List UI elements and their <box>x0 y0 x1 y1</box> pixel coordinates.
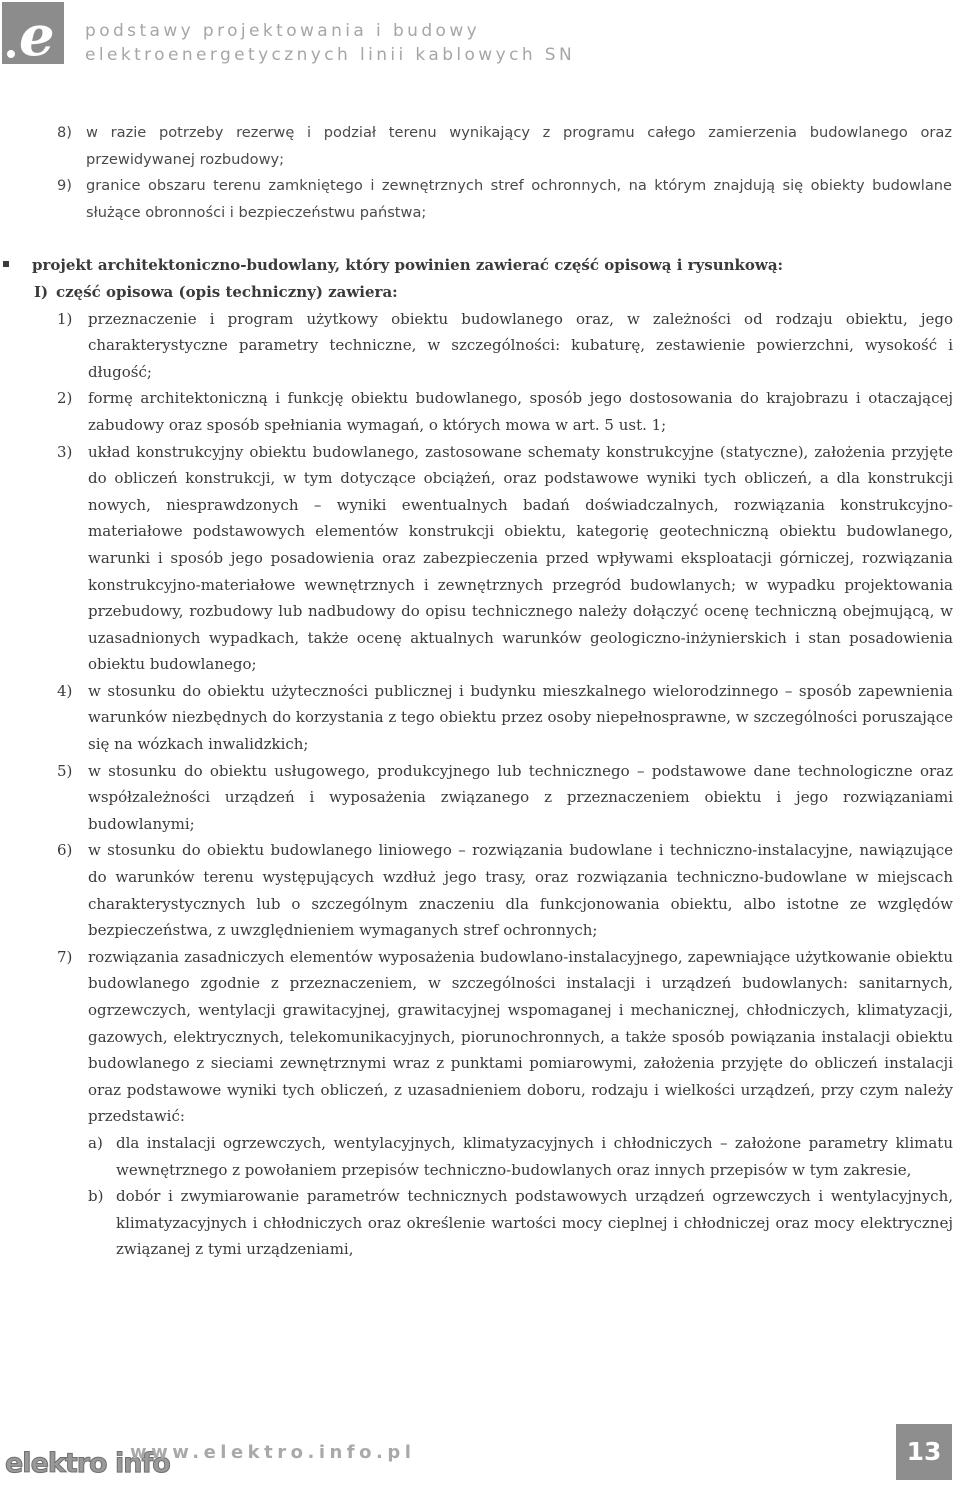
item-number: 8) <box>57 124 72 141</box>
sub-list-item <box>0 1130 960 1183</box>
item-number: 6) <box>57 841 73 860</box>
list-item <box>0 120 960 173</box>
item-text: przeznaczenie i program użytkowy obiektu budowlanego oraz, w zależności od rodzaju obiektu, jego charakterystyczne parametry techniczne, w szczególności: kubaturę, zestawienie powierzchni, wysokość i długość; <box>88 309 953 381</box>
roman-numeral: I) <box>34 282 49 301</box>
logo-wordmark: elektro info <box>5 1448 170 1479</box>
section-heading-text: projekt architektoniczno-budowlany, który powinien zawierać część opisową i rysunkową: <box>32 256 784 275</box>
subsection-heading-text: część opisowa (opis techniczny) zawiera: <box>56 282 398 301</box>
item-text: formę architektoniczną i funkcję obiektu budowlanego, sposób jego dostosowania do krajobrazu i otaczającej zabudowy oraz sposób spełniania wymagań, o których mowa w art. 5 ust. 1; <box>88 389 953 434</box>
document-body <box>0 120 960 1263</box>
list-item <box>0 944 960 1130</box>
list-item <box>0 306 960 386</box>
sub-item-text: dobór i zwymiarowanie parametrów technicznych podstawowych urządzeń ogrzewczych i wentylacyjnych, klimatyzacyjnych i chłodniczych oraz określenie wartości mocy cieplnej i chłodniczej oraz mocy elektrycznej związanej z tymi urządzeniami, <box>116 1187 953 1259</box>
item-text: w razie potrzeby rezerwę i podział terenu wynikający z programu całego zamierzenia budowlanego oraz przewidywanej rozbudowy; <box>86 124 952 168</box>
e-logo-icon <box>2 2 64 69</box>
item-number: 5) <box>57 761 73 780</box>
item-text: w stosunku do obiektu budowlanego liniowego – rozwiązania budowlane i techniczno-instalacyjne, nawiązujące do warunków terenu występujących wzdłuż jego trasy, oraz rozwiązania techniczno-budowlane w miejscach charakterystycznych lub o szczególnym znaczeniu dla funkcjonowania obiektu, albo istotne ze względów bezpieczeństwa, z uwzględnieniem wymaganych stref ochronnych; <box>88 841 953 940</box>
square-bullet-icon <box>3 261 9 267</box>
sub-list-item <box>0 1183 960 1263</box>
item-text: granice obszaru terenu zamkniętego i zewnętrznych stref ochronnych, na którym znajdują się obiekty budowlane służące obronności i bezpieczeństwu państwa; <box>86 177 952 221</box>
item-number: 9) <box>57 177 72 195</box>
elektro-info-logo-icon <box>3 1428 170 1486</box>
section-heading <box>0 252 960 279</box>
elektro-info-logo <box>3 1428 170 1486</box>
header-title-line1: podstawy projektowania i budowy <box>85 21 481 41</box>
list-item <box>0 173 960 226</box>
sub-item-letter: b) <box>88 1187 104 1206</box>
sub-item-letter: a) <box>88 1133 103 1152</box>
item-text: układ konstrukcyjny obiektu budowlanego, zastosowane schematy konstrukcyjne (statyczne), założenia przyjęte do obliczeń konstrukcji, w tym dotyczące obciążeń, oraz podstawowe wyniki tych obliczeń, a dla konstrukcji nowych, niesprawdzonych – wyniki ewentualnych badań doświadczalnych, rozwiązania konstrukcyjno-materiałowe podstawowych elementów konstrukcji obiektu, kategorię geotechniczną obiektu budowlanego, warunki i sposób jego posadowienia oraz zabezpieczenia przed wpływami eksploatacji górniczej, rozwiązania konstrukcyjno-materiałowe wewnętrznych i zewnętrznych przegród budowlanych; w wypadku projektowania przebudowy, rozbudowy lub nadbudowy do opisu technicznego należy dołączyć ocenę techniczną obejmującą, w uzasadnionych wypadkach, także ocenę aktualnych warunków geologiczno-inżynierskich i stan posadowienia obiektu budowlanego; <box>88 442 953 674</box>
item-number: 3) <box>57 442 73 461</box>
publication-logo <box>2 2 64 69</box>
item-number: 1) <box>57 309 73 328</box>
item-number: 2) <box>57 389 73 408</box>
page-footer <box>0 1418 960 1485</box>
page-number: 13 <box>896 1424 952 1480</box>
item-number: 7) <box>57 947 73 966</box>
logo-letter: e <box>19 3 55 69</box>
list-item <box>0 439 960 678</box>
list-item <box>0 385 960 438</box>
subsection-heading <box>0 279 960 306</box>
list-item <box>0 758 960 838</box>
header-title-line2: elektroenergetycznych linii kablowych SN <box>85 45 576 65</box>
page-header <box>0 0 960 90</box>
item-number: 4) <box>57 681 73 700</box>
list-item <box>0 837 960 943</box>
item-text: rozwiązania zasadniczych elementów wyposażenia budowlano-instalacyjnego, zapewniające użytkowanie obiektu budowlanego zgodnie z przeznaczeniem, w szczególności instalacji i urządzeń budowlanych: sanitarnych, ogrzewczych, wentylacji grawitacyjnej, grawitacyjnej wspomaganej i mechanicznej, chłodniczych, klimatyzacji, gazowych, elektrycznych, telekomunikacyjnych, piorunochronnych, a także sposób powiązania instalacji obiektu budowlanego z sieciami zewnętrznymi wraz z punktami pomiarowymi, założenia przyjęte do obliczeń instalacji oraz podstawowe wyniki tych obliczeń, z uzasadnieniem doboru, rodzaju i wielkości urządzeń, przy czym należy przedstawić: <box>88 947 953 1126</box>
list-item <box>0 678 960 758</box>
website-url[interactable]: www.elektro.info.pl <box>130 1442 416 1463</box>
item-text: w stosunku do obiektu usługowego, produkcyjnego lub technicznego – podstawowe dane technologiczne oraz współzależności urządzeń i wyposażenia związanego z przeznaczeniem obiektu i jego rozwiązaniami budowlanymi; <box>88 761 953 833</box>
item-text: w stosunku do obiektu użyteczności publicznej i budynku mieszkalnego wielorodzinnego – sposób zapewnienia warunków niezbędnych do korzystania z tego obiektu przez osoby niepełnosprawne, w szczególności poruszające się na wózkach inwalidzkich; <box>88 681 953 754</box>
sub-item-text: dla instalacji ogrzewczych, wentylacyjnych, klimatyzacyjnych i chłodniczych – założone parametry klimatu wewnętrznego z powołaniem przepisów techniczno-budowlanych oraz innych przepisów w tym zakresie, <box>116 1133 953 1179</box>
